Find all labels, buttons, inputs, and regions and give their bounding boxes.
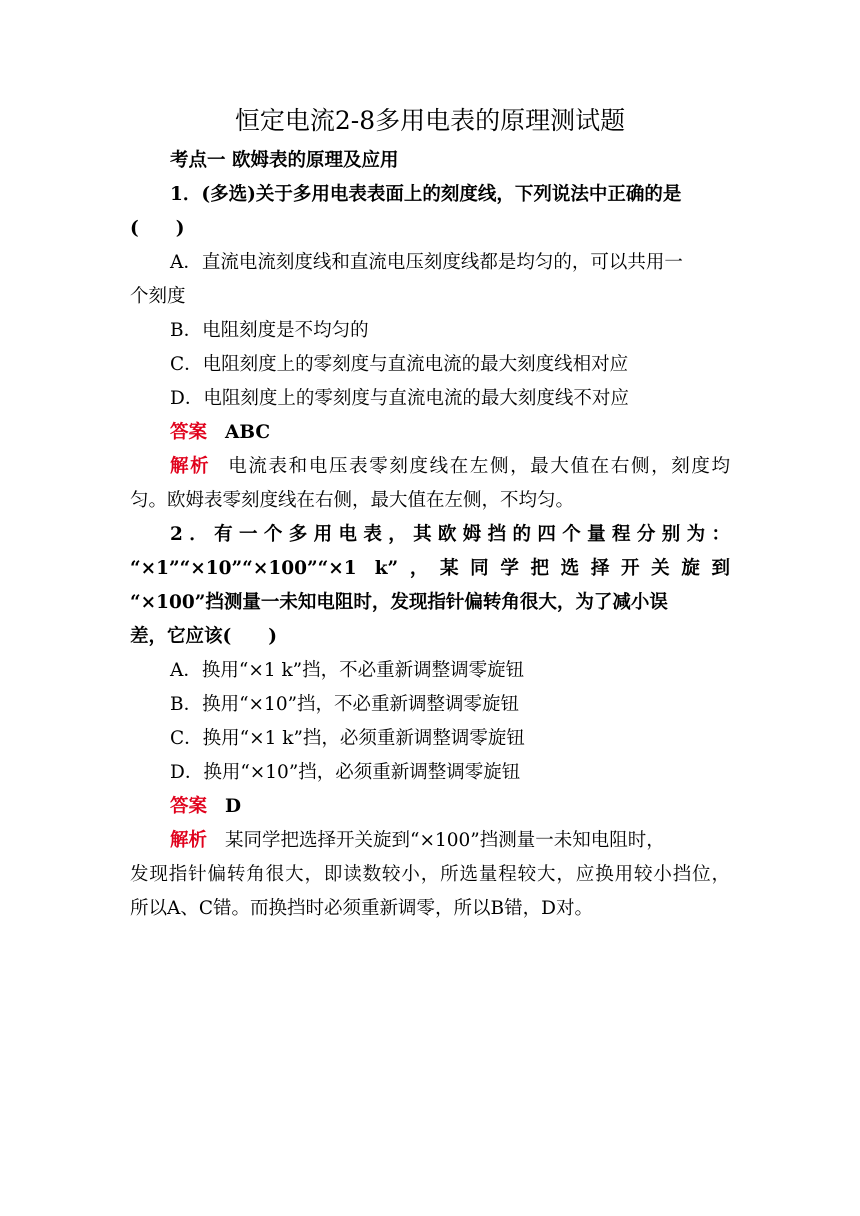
- question-2-option-b: B．换用“×10”挡，不必重新调整调零旋钮: [170, 694, 520, 715]
- page-title: 恒定电流2-8多用电表的原理测试题: [234, 106, 626, 135]
- question-2: [130, 518, 730, 926]
- question-2-option-c: C．换用“×1 k”挡，必须重新调整调零旋钮: [170, 728, 525, 749]
- question-2-answer: [130, 790, 730, 824]
- question-1: [130, 178, 730, 518]
- question-2-analysis-line-2: 发现指针偏转角很大，即读数较小，所选量程较大，应换用较小挡位，: [130, 864, 730, 885]
- question-1-option-d: D．电阻刻度上的零刻度与直流电流的最大刻度线不对应: [170, 388, 629, 409]
- question-2-option-a: A．换用“×1 k”挡，不必重新调整调零旋钮: [170, 660, 525, 681]
- question-1-analysis-line-2: 匀。欧姆表零刻度线在右侧，最大值在左侧，不均匀。: [130, 490, 575, 511]
- answer-value: ABC: [225, 422, 271, 443]
- question-1-option-c: C．电阻刻度上的零刻度与直流电流的最大刻度线相对应: [170, 354, 629, 375]
- question-2-stem-line-4: 差，它应该( ): [130, 626, 278, 647]
- question-2-option-d: D．换用“×10”挡，必须重新调整调零旋钮: [170, 762, 521, 783]
- question-2-stem-line-3: “×100”挡测量一未知电阻时，发现指针偏转角很大，为了减小误: [130, 592, 668, 613]
- document-content: [130, 100, 730, 926]
- question-1-answer: [130, 416, 730, 450]
- question-1-analysis-line-1: [130, 450, 730, 484]
- question-1-option-a-continued: 个刻度: [130, 286, 186, 307]
- analysis-text: 电流表和电压表零刻度线在左侧，最大值在右侧，刻度均: [228, 456, 730, 477]
- question-2-analysis-line-1: [130, 824, 730, 858]
- question-2-stem-line-1: 2．有一个多用电表，其欧姆挡的四个量程分别为：: [170, 524, 730, 545]
- question-2-stem-line-2: “×1”“×10”“×100”“×1 k”，某同学把选择开关旋到: [130, 558, 730, 579]
- answer-value: D: [225, 796, 242, 817]
- answer-label: 答案: [170, 422, 208, 443]
- question-1-option-a: A．直流电流刻度线和直流电压刻度线都是均匀的，可以共用一: [170, 252, 683, 273]
- question-2-analysis-line-3: 所以A、C错。而换挡时必须重新调零，所以B错，D对。: [130, 898, 593, 919]
- section-heading: 考点一 欧姆表的原理及应用: [170, 150, 399, 171]
- analysis-label: 解析: [170, 830, 208, 851]
- analysis-label: 解析: [170, 456, 211, 477]
- question-1-stem-line-1: 1．(多选)关于多用电表表面上的刻度线，下列说法中正确的是: [170, 184, 682, 205]
- answer-label: 答案: [170, 796, 208, 817]
- analysis-text: 某同学把选择开关旋到“×100”挡测量一未知电阻时，: [225, 830, 665, 851]
- question-1-stem-line-2: ( ): [130, 218, 185, 239]
- question-1-option-b: B．电阻刻度是不均匀的: [170, 320, 369, 341]
